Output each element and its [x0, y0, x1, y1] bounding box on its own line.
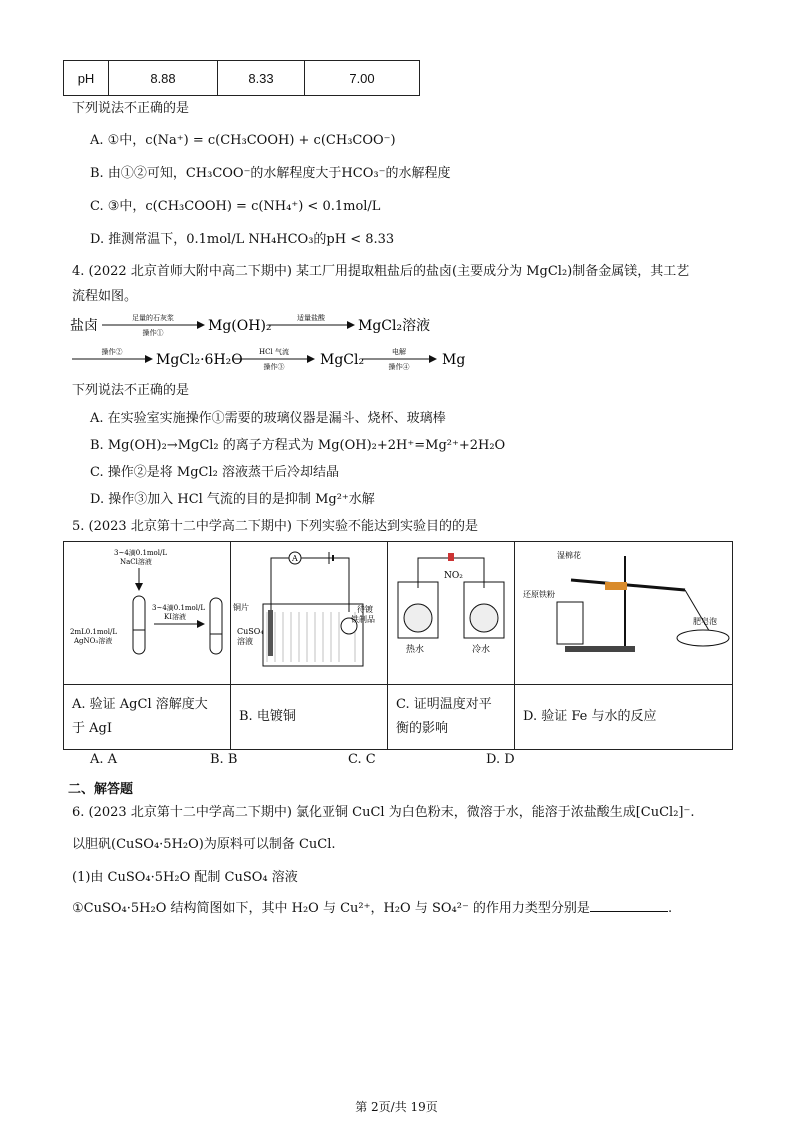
q6-line-1: 6. (2023 北京第十二中学高二下期中) 氯化亚铜 CuCl 为白色粉末，微溶于水，能溶于浓盐酸生成[CuCl₂]⁻.: [72, 805, 695, 820]
fig-c-gas-label: NO₂: [444, 571, 463, 581]
fig-d-stand-base: [565, 646, 635, 652]
fig-b-copper-label: 铜片: [233, 603, 249, 612]
q6-sub-2: ①CuSO₄·5H₂O 结构简图如下，其中 H₂O 与 Cu²⁺，H₂O 与 SO₄²⁻ 的作用力类型分别是 .: [72, 901, 673, 916]
fig-b-beaker: [263, 604, 363, 666]
fig-a-left1: 2mL0.1mol/L: [70, 628, 117, 636]
fig-a-drop1b: NaCl溶液: [120, 558, 152, 566]
fig-b-ammeter-label: A: [292, 554, 298, 563]
q4-option-a: A. 在实验室实施操作①需要的玻璃仪器是漏斗、烧杯、玻璃棒: [90, 411, 446, 426]
flow-product-5: Mg: [442, 352, 466, 368]
flow-product-1: Mg(OH)₂: [208, 318, 272, 334]
q3-option-b: B. 由①②可知，CH₃COO⁻的水解程度大于HCO₃⁻的水解程度: [90, 166, 451, 181]
fig-d-iron-label: 还原铁粉: [523, 590, 555, 599]
fig-c-flask-hot: [404, 604, 432, 632]
fig-d-soap-label: 肥皂泡: [693, 617, 717, 626]
q3-stem: 下列说法不正确的是: [72, 101, 190, 116]
q4-stem: 下列说法不正确的是: [72, 383, 190, 398]
q5-choice-d: D. D: [486, 752, 515, 767]
q5-choice-b: B. B: [210, 752, 238, 767]
flow-reagent-4: HCl 气流: [259, 348, 289, 356]
fig-b-copper-plate: [268, 610, 273, 656]
section-heading: 二、解答题: [68, 782, 134, 797]
process-flow-diagram: [68, 308, 488, 370]
flow-operation-1: 操作①: [142, 329, 164, 337]
ph-value-3: 7.00: [305, 61, 420, 96]
fig-b-solution-label-2: 溶液: [237, 637, 253, 646]
ph-value-2: 8.33: [218, 61, 305, 96]
flow-reagent-2: 适量盐酸: [297, 314, 325, 322]
q5-stem: 5. (2023 北京第十二中学高二下期中) 下列实验不能达到实验目的的是: [72, 519, 479, 534]
flow-product-3: MgCl₂·6H₂O: [156, 352, 243, 368]
fig-c-clamp: [448, 553, 454, 561]
q3-option-d: D. 推测常温下，0.1mol/L NH₄HCO₃的pH < 8.33: [90, 232, 395, 247]
flow-operation-4: 操作④: [388, 363, 410, 370]
fig-b-solution: [267, 612, 355, 662]
caption-a: A. 验证 AgCl 溶解度大 于 AgI: [64, 685, 231, 750]
fig-d-burner: [557, 602, 583, 644]
fig-d-dish: [677, 630, 729, 646]
flow-start: 盐卤: [70, 318, 98, 334]
fe-water-figure: [515, 542, 732, 684]
q5-choice-a: A. A: [90, 752, 118, 767]
q3-option-c: C. ③中，c(CH₃COOH) = c(NH₄⁺) < 0.1mol/L: [90, 199, 381, 214]
flow-product-2: MgCl₂溶液: [358, 318, 431, 334]
table-row: [64, 61, 420, 96]
flow-reagent-1: 足量的石灰浆: [132, 314, 174, 322]
no2-equilibrium-figure: [388, 542, 514, 684]
fig-c-hot-label: 热水: [406, 645, 425, 655]
q6-sub-1: (1)由 CuSO₄·5H₂O 配制 CuSO₄ 溶液: [72, 870, 298, 885]
fig-a-tube-1: [133, 596, 145, 654]
ph-value-1: 8.88: [109, 61, 218, 96]
q5-choice-c: C. C: [348, 752, 376, 767]
fig-d-iron-powder: [605, 582, 627, 590]
fig-a-left2: AgNO₃溶液: [74, 637, 113, 645]
test-tube-figure: [64, 542, 230, 684]
fig-a-tube-2: [210, 598, 222, 654]
caption-c: C. 证明温度对平 衡的影响: [388, 685, 515, 750]
answer-blank[interactable]: [590, 900, 668, 912]
fig-a-drop2: 3~4滴0.1mol/L: [152, 604, 206, 612]
fig-a-drop1: 3~4滴0.1mol/L: [114, 549, 168, 557]
q3-option-a: A. ①中，c(Na⁺) = c(CH₃COOH) + c(CH₃COO⁻): [90, 133, 396, 148]
flow-operation-3: 操作③: [263, 363, 285, 370]
table-row: [64, 685, 733, 750]
fig-c-cold-label: 冷水: [472, 645, 491, 655]
table-row: [64, 542, 733, 685]
ph-label: pH: [64, 61, 109, 96]
figure-c-cell: [388, 542, 515, 685]
ph-table: [63, 60, 420, 96]
flow-reagent-5: 电解: [392, 348, 406, 356]
fig-d-delivery-tube: [685, 590, 711, 634]
q4-option-d: D. 操作③加入 HCl 气流的目的是抑制 Mg²⁺水解: [90, 492, 375, 507]
fig-b-item-label-1: 待镀: [357, 605, 373, 614]
q4-option-b: B. Mg(OH)₂→MgCl₂ 的离子方程式为 Mg(OH)₂+2H⁺=Mg²⁺+2H₂O: [90, 438, 506, 453]
fig-b-item-label-2: 铁制品: [351, 615, 375, 624]
q4-option-c: C. 操作②是将 MgCl₂ 溶液蒸干后冷却结晶: [90, 465, 339, 480]
q4-line-1: 4. (2022 北京首师大附中高二下期中) 某工厂用提取粗盐后的盐卤(主要成分为 MgCl₂)制备金属镁，其工艺: [72, 264, 690, 279]
electroplating-figure: [231, 542, 387, 684]
q4-line-2: 流程如图。: [72, 289, 138, 304]
figure-b-cell: [231, 542, 388, 685]
page-number: 第 2页/共 19页: [355, 1100, 438, 1114]
caption-b: B. 电镀铜: [231, 685, 388, 750]
flow-product-4: MgCl₂: [320, 352, 365, 368]
flow-operation-2: 操作②: [101, 348, 123, 356]
q6-line-2: 以胆矾(CuSO₄·5H₂O)为原料可以制备 CuCl.: [72, 837, 336, 852]
figure-a-cell: [64, 542, 231, 685]
fig-a-drop2b: KI溶液: [164, 613, 186, 621]
figure-d-cell: [515, 542, 733, 685]
fig-c-flask-cold: [470, 604, 498, 632]
caption-d: D. 验证 Fe 与水的反应: [515, 685, 733, 750]
fig-d-cotton-label: 湿棉花: [557, 551, 581, 560]
experiment-table: [63, 541, 733, 750]
fig-d-tube: [571, 580, 685, 590]
fig-b-solution-label-1: CuSO₄: [237, 627, 264, 636]
